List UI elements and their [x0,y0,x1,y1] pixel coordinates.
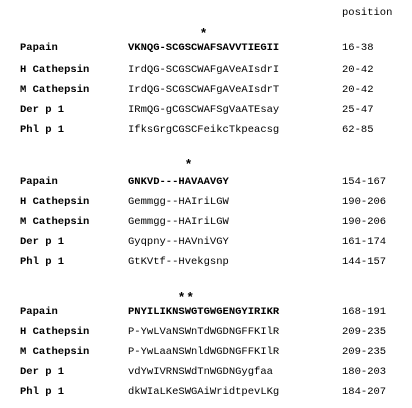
conservation-star: * [201,25,207,40]
sequence: IRmQG-gCGSCWAFSgVaATEsay [128,104,280,116]
alignment-row [0,256,412,272]
alignment-row [0,176,412,192]
position-range: 168-191 [342,306,387,318]
position-range: 209-235 [342,326,387,338]
sequence: PNYILIKNSWGTGWGENGYIRIKR [128,306,280,318]
position-range: 161-174 [342,236,387,248]
sequence: Gemmgg--HAIriLGW [128,216,229,228]
protein-name: Papain [20,306,58,318]
position-range: 154-167 [342,176,387,188]
position-range: 62-85 [342,124,374,136]
conservation-star: * [186,156,192,171]
position-range: 180-203 [342,366,387,378]
sequence: Gemmgg--HAIriLGW [128,196,229,208]
protein-name: Phl p 1 [20,386,65,398]
position-range: 209-235 [342,346,387,358]
position-range: 16-38 [342,42,374,54]
sequence: P-YwLVaNSWnTdWGDNGFFKIlR [128,326,280,338]
protein-name: Der p 1 [20,366,65,378]
position-range: 20-42 [342,64,374,76]
sequence: IrdQG-SCGSCWAFgAVeAIsdrI [128,64,280,76]
protein-name: Papain [20,42,58,54]
alignment-row [0,236,412,252]
alignment-row [0,64,412,80]
sequence: IrdQG-SCGSCWAFgAVeAIsdrT [128,84,280,96]
sequence: Gyqpny--HAVniVGY [128,236,229,248]
protein-name: Der p 1 [20,236,65,248]
alignment-row [0,124,412,140]
alignment-row [0,386,412,402]
position-range: 144-157 [342,256,387,268]
protein-name: Papain [20,176,58,188]
conservation-stars: * * [179,289,193,304]
position-range: 25-47 [342,104,374,116]
protein-name: Der p 1 [20,104,65,116]
alignment-row [0,346,412,362]
alignment-row [0,84,412,100]
alignment-row [0,42,412,58]
protein-name: M Cathepsin [20,216,90,228]
alignment-row [0,326,412,342]
sequence: P-YwLaaNSWnldWGDNGFFKIlR [128,346,280,358]
sequence: dkWIaLKeSWGAiWridtpevLKg [128,386,280,398]
protein-name: Phl p 1 [20,124,65,136]
sequence: GtKVtf--Hvekgsnp [128,256,229,268]
alignment-row [0,104,412,120]
protein-name: H Cathepsin [20,196,90,208]
position-range: 190-206 [342,216,387,228]
protein-name: H Cathepsin [20,64,90,76]
protein-name: H Cathepsin [20,326,90,338]
protein-name: Phl p 1 [20,256,65,268]
position-header: position [342,7,393,19]
position-range: 184-207 [342,386,387,398]
position-range: 20-42 [342,84,374,96]
sequence: GNKVD---HAVAAVGY [128,176,229,188]
position-range: 190-206 [342,196,387,208]
sequence: vdYwIVRNSWdTnWGDNGygfaa [128,366,273,378]
protein-name: M Cathepsin [20,346,90,358]
sequence: IfksGrgCGSCFeikcTkpeacsg [128,124,280,136]
protein-name: M Cathepsin [20,84,90,96]
alignment-row [0,366,412,382]
sequence: VKNQG-SCGSCWAFSAVVTIEGII [128,42,280,54]
alignment-row [0,196,412,212]
alignment-row [0,306,412,322]
alignment-row [0,216,412,232]
